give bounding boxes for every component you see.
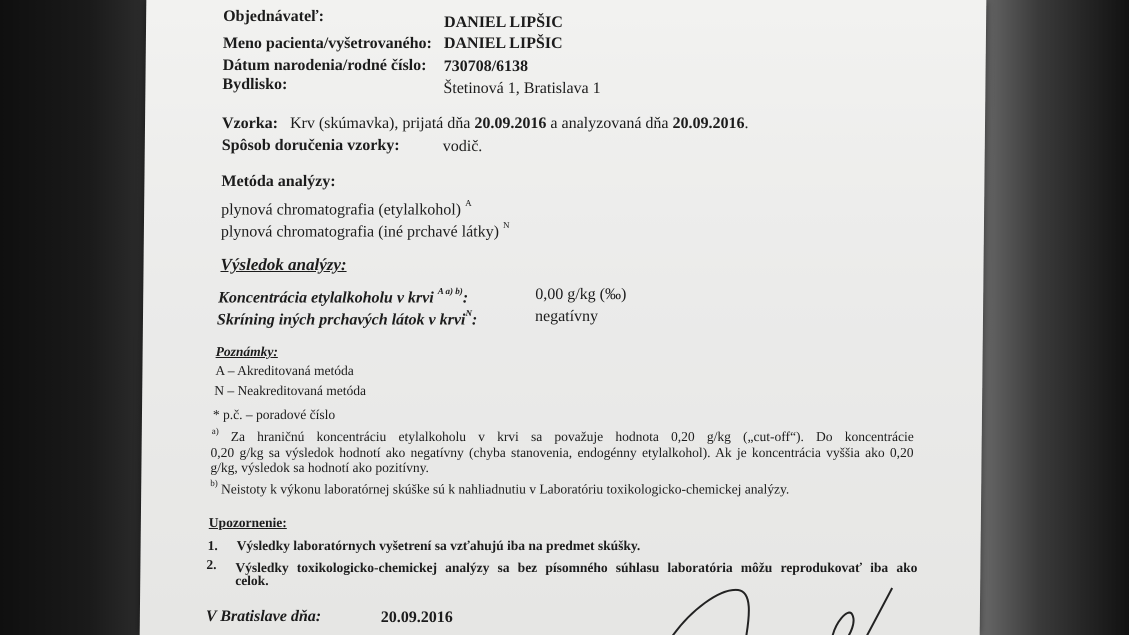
place-label: V Bratislave dňa:: [205, 608, 322, 625]
result-row-2-colon: :: [471, 311, 478, 329]
method-line-2-text: plynová chromatografia (iné prchavé látky): [220, 223, 500, 241]
patient-value: DANIEL LIPŠIC: [443, 35, 563, 52]
delivery-label: Spôsob doručenia vzorky:: [221, 137, 400, 154]
note-a-sup: a): [211, 426, 219, 436]
notes-n: N – Neakreditovaná metóda: [214, 383, 367, 398]
result-row-1-colon: :: [462, 289, 469, 307]
result-row-1-sup: A a) b): [437, 286, 463, 296]
warning-item-2-line-1: Výsledky toxikologicko-chemickej analýzy sa bez písomného súhlasu laboratória môžu reprodukovať iba ako: [235, 560, 918, 575]
method-line-1-sup: A: [465, 198, 472, 208]
result-heading: Výsledok analýzy:: [220, 255, 347, 274]
patient-label: Meno pacienta/vyšetrovaného:: [222, 35, 432, 52]
method-line-2: [221, 218, 510, 241]
orderer-label: Objednávateľ:: [223, 8, 325, 25]
sample-dot: .: [744, 115, 749, 132]
result-row-2-label-text: Skríning iných prchavých látok v krvi: [216, 311, 466, 329]
note-b-line: [210, 476, 789, 499]
sample-line: [222, 115, 749, 133]
sample-text-b: a analyzovaná dňa: [550, 115, 669, 132]
background-right: [979, 0, 1129, 635]
method-line-1-text: plynová chromatografia (etylalkohol): [221, 201, 462, 219]
note-b-sup: b): [210, 478, 218, 488]
notes-a: A – Akreditovaná metóda: [215, 363, 354, 378]
note-b-text: Neistoty k výkonu laboratórnej skúške sú k nahliadnutiu v Laboratóriu toxikologicko-chemickej analýzy.: [221, 481, 790, 497]
sample-date-analyzed: 20.09.2016: [672, 115, 745, 132]
warning-item-2-line-2: celok.: [235, 573, 269, 588]
footer-date: 20.09.2016: [380, 609, 453, 626]
sample-label: Vzorka:: [221, 115, 279, 132]
result-row-2-value: negatívny: [534, 308, 599, 325]
address-value: Štetinová 1, Bratislava 1: [443, 80, 601, 97]
notes-heading: Poznámky:: [215, 344, 278, 359]
orderer-value: DANIEL LIPŠIC: [444, 14, 563, 31]
result-row-1-value: 0,00 g/kg (‰): [535, 286, 627, 303]
note-a-line-3: g/kg, výsledok sa hodnotí ako pozitívny.: [210, 460, 429, 475]
method-label: Metóda analýzy:: [221, 173, 336, 190]
result-row-1-label: [218, 284, 468, 307]
sample-date-received: 20.09.2016: [474, 115, 547, 132]
document-page: [140, 0, 987, 635]
notes-pc: * p.č. – poradové číslo: [212, 407, 336, 422]
background-left: [0, 0, 148, 635]
result-row-2-sup: N: [465, 308, 473, 318]
warning-item-1: Výsledky laboratórnych vyšetrení sa vzťahujú iba na predmet skúšky.: [236, 538, 641, 553]
method-line-1: [221, 196, 472, 219]
delivery-value: vodič.: [442, 138, 483, 155]
method-line-2-sup: N: [503, 220, 510, 230]
note-a-line-2: 0,20 g/kg sa výsledok hodnotí ako negatívny (chyba stanovenia, endogénny etylalkohol). Ak je koncentrácia vyššia ako 0,20: [210, 445, 914, 460]
warning-item-1-num: 1.: [207, 538, 218, 553]
note-a-line-1: Za hraničnú koncentráciu etylalkoholu v krvi sa považuje hodnota 0,20 g/kg („cut-off“). Do koncentrácie: [230, 429, 914, 444]
signature-mark: [660, 580, 921, 635]
address-label: Bydlisko:: [222, 76, 288, 93]
warning-item-2-num: 2.: [206, 557, 217, 572]
birth-label: Dátum narodenia/rodné číslo:: [222, 57, 427, 74]
sample-text-a: Krv (skúmavka), prijatá dňa: [289, 115, 471, 132]
result-row-1-label-text: Koncentrácia etylalkoholu v krvi: [218, 289, 434, 307]
warning-heading: Upozornenie:: [208, 515, 287, 530]
birth-value: 730708/6138: [443, 58, 529, 75]
result-row-2-label: [217, 306, 478, 329]
